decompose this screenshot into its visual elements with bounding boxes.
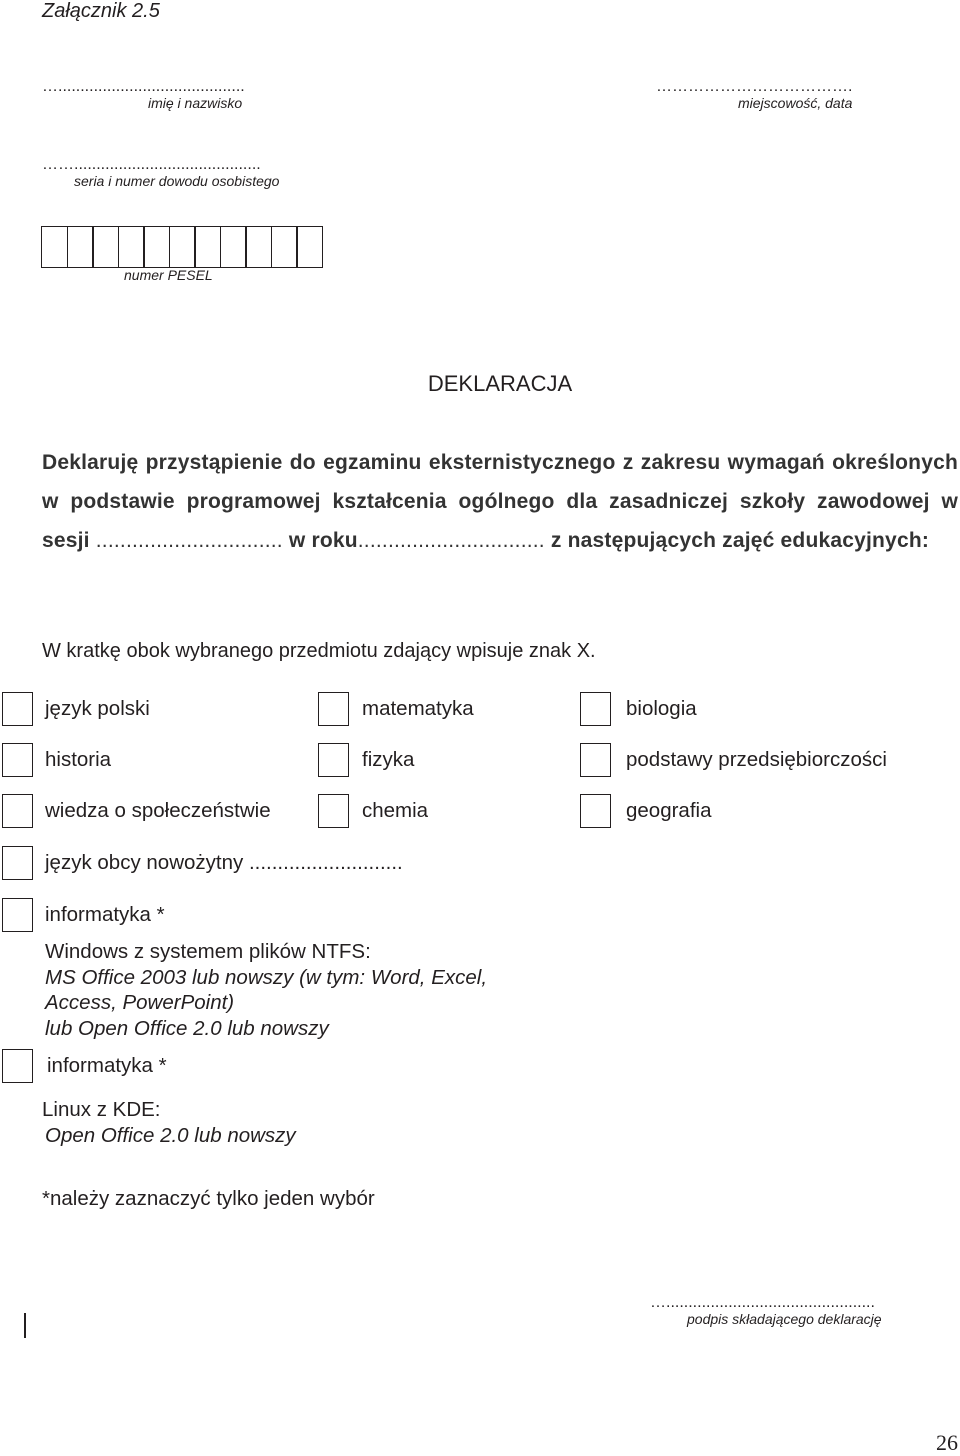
pesel-cell[interactable] <box>271 226 298 268</box>
subject-it-linux: informatyka * <box>47 1054 167 1077</box>
it-windows-os: Windows z systemem plików NTFS: <box>45 940 371 963</box>
pesel-cell[interactable] <box>169 226 196 268</box>
checkbox-chemistry[interactable] <box>318 794 349 828</box>
checkbox-social[interactable] <box>2 794 33 828</box>
pesel-cell[interactable] <box>143 226 170 268</box>
declaration-text <box>42 443 958 560</box>
checkbox-it-linux[interactable] <box>2 1049 33 1083</box>
pesel-cell[interactable] <box>194 226 221 268</box>
subject-physics: fizyka <box>362 748 415 771</box>
pesel-cell[interactable] <box>245 226 272 268</box>
footnote: *należy zaznaczyć tylko jeden wybór <box>42 1187 375 1210</box>
place-date-dots: ………………………………. <box>656 78 853 95</box>
declaration-part2: w roku <box>282 529 358 552</box>
margin-mark <box>24 1313 26 1338</box>
subject-geography: geografia <box>626 799 712 822</box>
signature-caption: podpis składającego deklarację <box>687 1311 882 1327</box>
signature-dots[interactable]: …............................................... <box>650 1294 875 1311</box>
pesel-cell[interactable] <box>92 226 119 268</box>
checkbox-math[interactable] <box>318 692 349 726</box>
id-caption: seria i numer dowodu osobistego <box>74 173 280 189</box>
session-blank[interactable]: ............................... <box>95 529 283 552</box>
place-date-caption: miejscowość, data <box>738 95 853 111</box>
it-windows-office-line1: MS Office 2003 lub nowszy (w tym: Word, Excel, <box>45 966 488 989</box>
pesel-cell[interactable] <box>41 226 68 268</box>
subject-chemistry: chemia <box>362 799 429 822</box>
name-caption: imię i nazwisko <box>148 95 243 111</box>
pesel-grid[interactable] <box>41 226 322 268</box>
subject-math: matematyka <box>362 697 474 720</box>
it-linux-os: Linux z KDE: <box>42 1098 161 1121</box>
it-windows-office-line2: Access, PowerPoint) <box>45 991 235 1014</box>
subject-entrepreneurship: podstawy przedsiębiorczości <box>626 748 887 771</box>
subject-history: historia <box>45 748 112 771</box>
document-title: DEKLARACJA <box>427 371 573 396</box>
page-number: 26 <box>936 1430 958 1455</box>
id-dots: …….......................................... <box>42 156 261 173</box>
it-linux-office: Open Office 2.0 lub nowszy <box>45 1124 296 1147</box>
subject-it-windows: informatyka * <box>45 903 165 926</box>
year-blank[interactable]: ............................... <box>357 529 545 552</box>
pesel-cell[interactable] <box>118 226 145 268</box>
checkbox-geography[interactable] <box>580 794 611 828</box>
subject-polish: język polski <box>45 697 150 720</box>
subject-social: wiedza o społeczeństwie <box>45 799 271 822</box>
checkbox-entrepreneurship[interactable] <box>580 743 611 777</box>
pesel-cell[interactable] <box>220 226 247 268</box>
it-windows-office-line3: lub Open Office 2.0 lub nowszy <box>45 1017 329 1040</box>
checkbox-polish[interactable] <box>2 692 33 726</box>
declaration-part1: Deklaruję przystąpienie do egzaminu eksternistycznego z zakresu wymagań określonych w podstawie programowej kształcenia ogólnego dla zasadniczej szkoły zawodowej w sesji <box>42 451 958 552</box>
pesel-cell[interactable] <box>67 226 94 268</box>
pesel-cell[interactable] <box>296 226 323 268</box>
checkbox-biology[interactable] <box>580 692 611 726</box>
instruction-text: W kratkę obok wybranego przedmiotu zdający wpisuje znak X. <box>42 640 596 662</box>
checkbox-foreign-language[interactable] <box>2 846 33 880</box>
checkbox-history[interactable] <box>2 743 33 777</box>
name-dots: ….......................................... <box>42 78 245 95</box>
checkbox-physics[interactable] <box>318 743 349 777</box>
subject-biology: biologia <box>626 697 697 720</box>
attachment-label: Załącznik 2.5 <box>42 0 160 22</box>
declaration-part3: z następujących zajęć edukacyjnych: <box>544 529 930 552</box>
pesel-caption: numer PESEL <box>124 267 213 283</box>
subject-foreign-language: język obcy nowożytny ........................... <box>45 851 403 874</box>
checkbox-it-windows[interactable] <box>2 898 33 932</box>
